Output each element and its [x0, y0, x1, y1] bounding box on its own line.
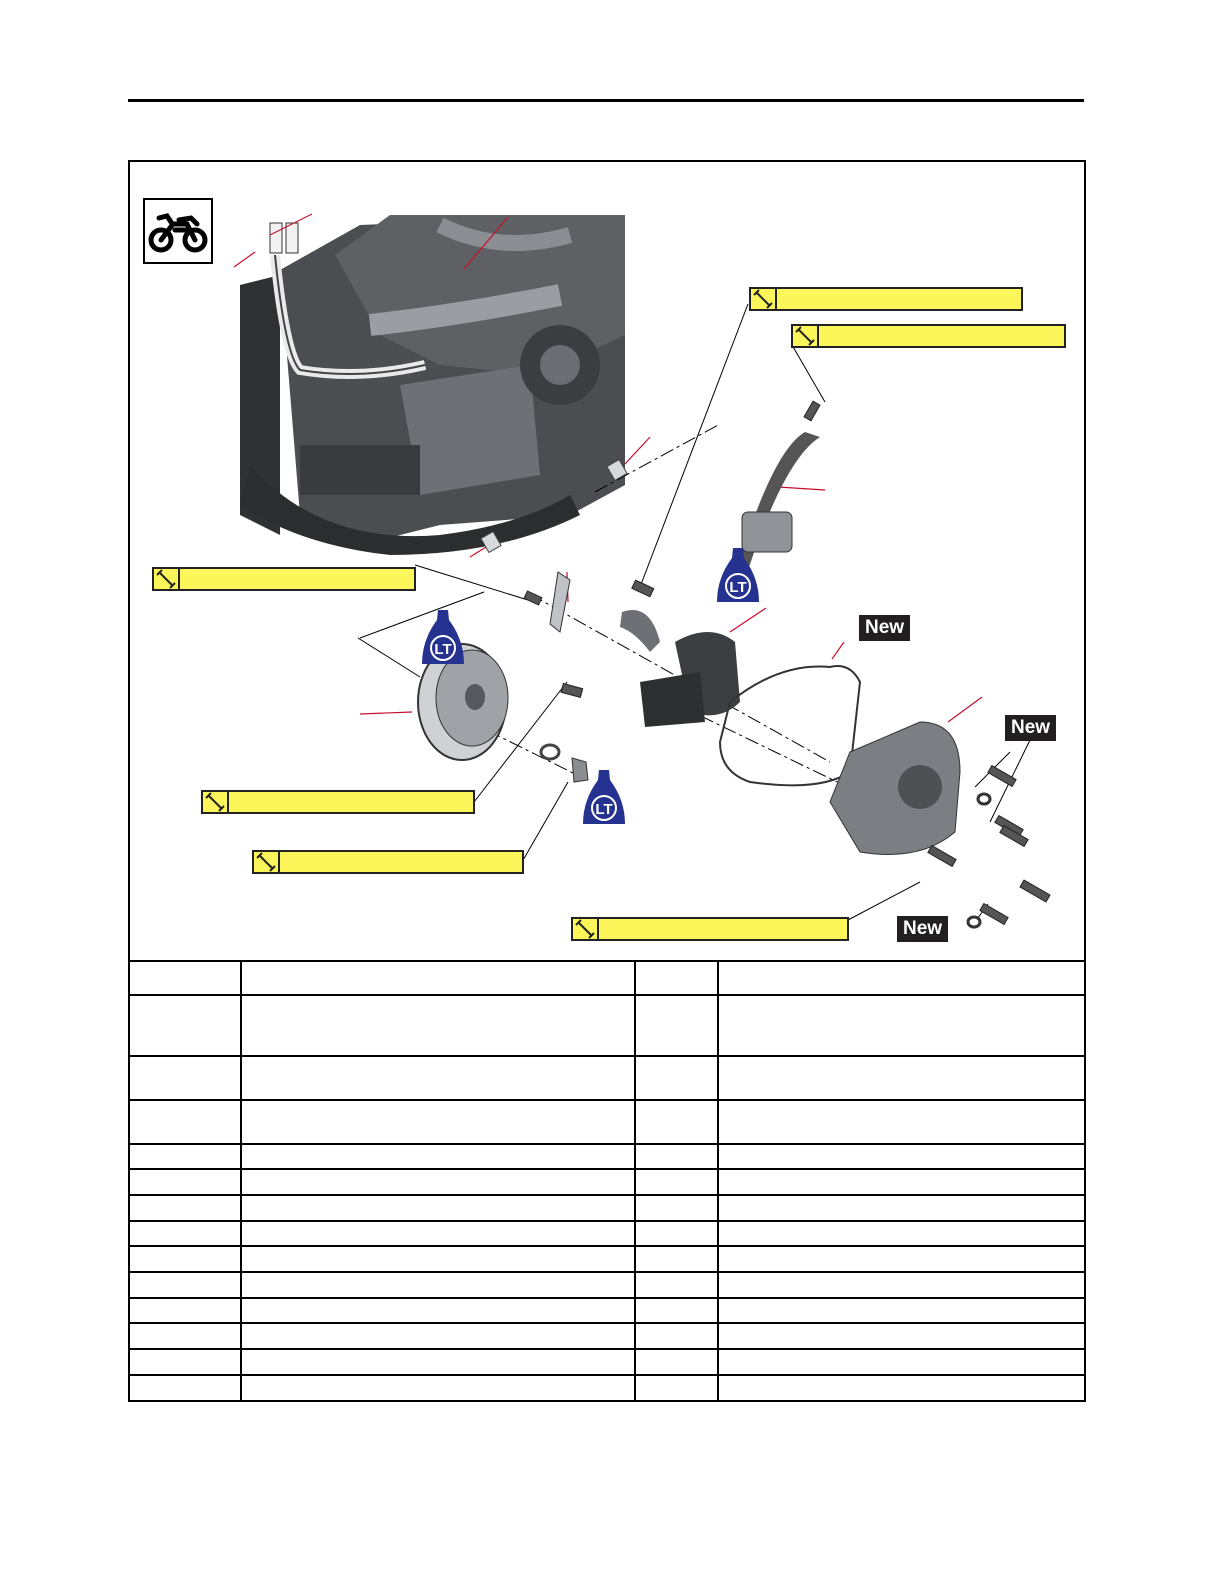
torque-spec-box	[252, 850, 524, 874]
new-part-badge: New	[859, 615, 910, 641]
torque-spec-box	[152, 567, 416, 591]
exploded-diagram	[130, 162, 1084, 960]
stator	[620, 610, 740, 727]
gasket	[720, 666, 860, 785]
torque-wrench-icon	[573, 919, 599, 939]
table-row	[130, 961, 1084, 995]
exploded-view-frame	[128, 160, 1086, 1402]
table-row	[130, 1298, 1084, 1323]
table-row	[130, 1056, 1084, 1100]
table-row	[130, 995, 1084, 1056]
locking-agent-lt-icon	[717, 548, 759, 602]
torque-wrench-icon	[203, 792, 229, 812]
table-row	[130, 1272, 1084, 1298]
torque-wrench-icon	[793, 326, 819, 346]
table-row	[130, 1221, 1084, 1246]
generator-cover	[830, 722, 960, 855]
torque-wrench-icon	[751, 289, 777, 309]
torque-spec-box	[201, 790, 475, 814]
table-row	[130, 1323, 1084, 1349]
table-row	[130, 1349, 1084, 1375]
parts-table	[130, 960, 1084, 1400]
locking-agent-lt-icon	[583, 770, 625, 824]
table-row	[130, 1144, 1084, 1169]
parts-drawing	[130, 162, 1084, 960]
lt-label: LT	[595, 801, 613, 818]
lt-label: LT	[434, 641, 452, 658]
lt-label: LT	[729, 579, 747, 596]
table-row	[130, 1195, 1084, 1221]
torque-wrench-icon	[154, 569, 180, 589]
table-row	[130, 1246, 1084, 1272]
torque-wrench-icon	[254, 852, 280, 872]
table-row	[130, 1169, 1084, 1195]
table-row	[130, 1375, 1084, 1400]
locking-agent-lt-icon	[422, 610, 464, 664]
table-row	[130, 1100, 1084, 1144]
torque-spec-box	[749, 287, 1023, 311]
new-part-badge: New	[897, 916, 948, 942]
new-part-badge: New	[1005, 715, 1056, 741]
torque-spec-box	[791, 324, 1066, 348]
torque-spec-box	[571, 917, 849, 941]
header-rule	[128, 99, 1084, 102]
